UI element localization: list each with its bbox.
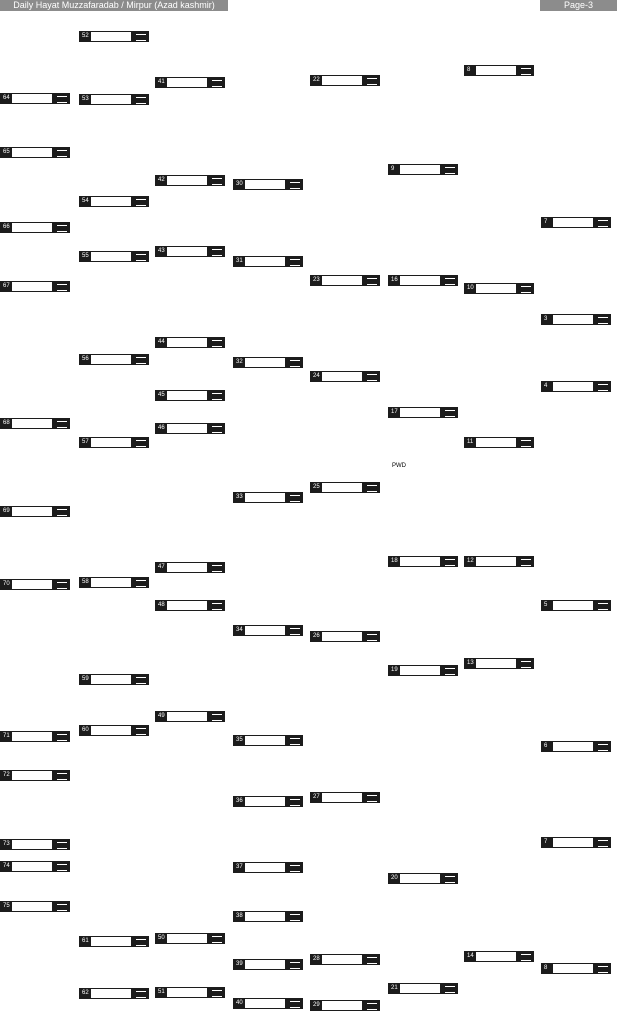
notice-number-bar: 75 <box>0 901 70 912</box>
notice-number-bar: 68 <box>0 418 70 429</box>
notice-number-bar: 4 <box>541 381 611 392</box>
text-column-1 <box>0 13 78 1022</box>
notice-number-bar: 21 <box>388 983 458 994</box>
notice-number-bar: 56 <box>79 354 149 365</box>
text-column-3 <box>155 13 232 1022</box>
notice-number-bar: 38 <box>233 911 303 922</box>
notice-number-bar: 40 <box>233 998 303 1009</box>
notice-number-bar: 20 <box>388 873 458 884</box>
notice-number-bar: 55 <box>79 251 149 262</box>
notice-number-bar: 11 <box>464 437 534 448</box>
notice-number-bar: 58 <box>79 577 149 588</box>
text-column-5 <box>310 13 387 1022</box>
notice-number-bar: 13 <box>464 658 534 669</box>
notice-number-bar: 9 <box>388 164 458 175</box>
notice-number-bar: 72 <box>0 770 70 781</box>
notice-number-bar: 57 <box>79 437 149 448</box>
notice-number-bar: 25 <box>310 482 380 493</box>
notice-number-bar: 46 <box>155 423 225 434</box>
notice-number-bar: 44 <box>155 337 225 348</box>
text-column-4 <box>233 13 309 1022</box>
notice-number-bar: 45 <box>155 390 225 401</box>
notice-number-bar: 73 <box>0 839 70 850</box>
notice-number-bar: 65 <box>0 147 70 158</box>
notice-number-bar: 64 <box>0 93 70 104</box>
notice-number-bar: 49 <box>155 711 225 722</box>
notice-number-bar: 67 <box>0 281 70 292</box>
text-column-8 <box>541 13 617 1022</box>
notice-number-bar: 39 <box>233 959 303 970</box>
notice-number-bar: 53 <box>79 94 149 105</box>
text-column-2 <box>79 13 154 1022</box>
notice-number-bar: 69 <box>0 506 70 517</box>
notice-number-bar: 33 <box>233 492 303 503</box>
notice-number-bar: 59 <box>79 674 149 685</box>
notice-number-bar: 17 <box>388 407 458 418</box>
masthead-title: Daily Hayat Muzzafaradab / Mirpur (Azad kashmir) <box>0 0 228 11</box>
notice-number-bar: 52 <box>79 31 149 42</box>
notice-number-bar: 62 <box>79 988 149 999</box>
notice-number-bar: 42 <box>155 175 225 186</box>
notice-number-bar: 54 <box>79 196 149 207</box>
notice-number-bar: 60 <box>79 725 149 736</box>
notice-number-bar: 29 <box>310 1000 380 1011</box>
notice-number-bar: 28 <box>310 954 380 965</box>
notice-number-bar: 34 <box>233 625 303 636</box>
notice-number-bar: 50 <box>155 933 225 944</box>
notice-number-bar: 5 <box>541 600 611 611</box>
notice-number-bar: 70 <box>0 579 70 590</box>
notice-number-bar: 24 <box>310 371 380 382</box>
notice-number-bar: 10 <box>464 283 534 294</box>
notice-number-bar: 35 <box>233 735 303 746</box>
notice-number-bar: 7 <box>541 217 611 228</box>
notice-number-bar: 12 <box>464 556 534 567</box>
text-column-7 <box>464 13 540 1022</box>
notice-number-bar: 22 <box>310 75 380 86</box>
notice-number-bar: 31 <box>233 256 303 267</box>
notice-number-bar: 6 <box>541 741 611 752</box>
pwd-label: PWD <box>392 462 432 470</box>
notice-number-bar: 32 <box>233 357 303 368</box>
notice-number-bar: 7 <box>541 837 611 848</box>
notice-number-bar: 71 <box>0 731 70 742</box>
text-column-6 <box>388 13 463 1022</box>
notice-number-bar: 36 <box>233 796 303 807</box>
notice-number-bar: 66 <box>0 222 70 233</box>
notice-number-bar: 37 <box>233 862 303 873</box>
notice-number-bar: 18 <box>388 556 458 567</box>
notice-number-bar: 8 <box>464 65 534 76</box>
notice-number-bar: 16 <box>388 275 458 286</box>
notice-number-bar: 74 <box>0 861 70 872</box>
notice-number-bar: 26 <box>310 631 380 642</box>
notice-number-bar: 3 <box>541 314 611 325</box>
notice-number-bar: 48 <box>155 600 225 611</box>
notice-number-bar: 8 <box>541 963 611 974</box>
notice-number-bar: 47 <box>155 562 225 573</box>
notice-number-bar: 43 <box>155 246 225 257</box>
notice-number-bar: 51 <box>155 987 225 998</box>
notice-number-bar: 19 <box>388 665 458 676</box>
page-number: Page-3 <box>540 0 617 11</box>
notice-number-bar: 14 <box>464 951 534 962</box>
notice-number-bar: 41 <box>155 77 225 88</box>
notice-number-bar: 61 <box>79 936 149 947</box>
notice-number-bar: 23 <box>310 275 380 286</box>
notice-number-bar: 30 <box>233 179 303 190</box>
notice-number-bar: 27 <box>310 792 380 803</box>
